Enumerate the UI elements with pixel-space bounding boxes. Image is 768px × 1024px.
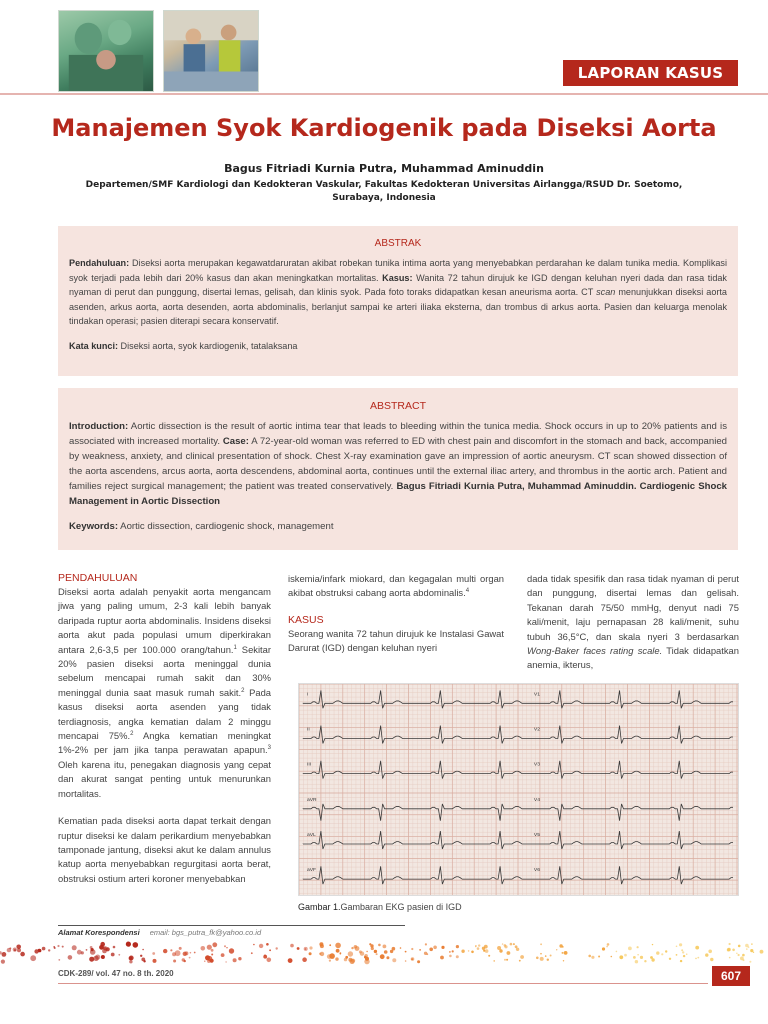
abstrak-heading: ABSTRAK [374,238,422,249]
abstrak-box [58,226,738,376]
figure-caption: Gambar 1.Gambaran EKG pasien di IGD [298,902,462,912]
ekg-lead-label: aVF [306,868,317,874]
header-photo-emergency [163,10,259,92]
ekg-lead-label: V5 [533,833,541,839]
paragraph-kasus: Seorang wanita 72 tahun dirujuk ke Instalasi Gawat Darurat (IGD) dengan keluhan nyeri [288,627,504,654]
header-divider [0,93,768,95]
ekg-lead-label: II [306,727,310,733]
ekg-lead-label: V4 [533,797,541,803]
ekg-figure [298,683,739,896]
abstract-keywords: Keywords: Aortic dissection, cardiogenic shock, management [69,521,334,532]
journal-citation: CDK-289/ vol. 47 no. 8 th. 2020 [58,969,174,978]
page-number: 607 [712,966,750,986]
paragraph-kasus-continued: dada tidak spesifik dan rasa tidak nyaman di perut dan punggung, disertai lemas dan gelisah. Tekanan darah 75/50 mmHg, denyut nadi 75 kali/menit, laju pernapasan 28 kali/menit, suhu tubuh 36,5°C, dan skala nyeri 3 berdasarkan Wong-Baker faces rating scale. Tidak didapatkan anemia, ikterus, [527,573,739,671]
correspondence: Alamat Korespondensi email: bgs_putra_fk@yahoo.co.id [58,928,262,937]
kasus-heading: KASUS [288,613,324,626]
ekg-lead-label: V2 [533,727,541,733]
abstract-text: Introduction: Aortic dissection is the result of aortic intima tear that leads to bleeding within the tunica media. Shock occurs in up to 20% patients and is associated with increased mortality. Case: A 72-year-old woman was referred to ED with chest pain and discomfort in the stomach and back, accompanied by weakness, anxiety, and clinical presentation of shock. Chest X-ray examination gave an impression of aortic aneurysm. CT scan showed dissection of the aorta ascendens, arcus aorta, aorta descendens, abdominal aorta, continues until the external iliac artery, and thrombus in the aortic arch. Patient and families reject surgical management; the patient was treated conservatively. Bagus Fitriadi Kurnia Putra, Muhammad Aminuddin. Cardiogenic Shock Management in Aortic Dissection [69,421,728,507]
paragraph-mortality: Kematian pada diseksi aorta dapat terkait dengan ruptur diseksi ke dalam perikardium menyebabkan tamponade jantung, diseksi akut ke dalam annulus katup aorta menyebabkan regurgitasi aorta berat, obstruksi ostium arteri koroner menyebabkan [58,815,271,884]
paragraph-continued: iskemia/infark miokard, dan kegagalan multi organ akibat obstruksi cabang aorta abdominalis.$^4$ [288,573,504,599]
body-column-2 [288,572,504,656]
correspondence-email: email: bgs_putra_fk@yahoo.co.id [149,928,262,937]
ekg-lead-label: V6 [533,868,541,874]
author-list: Bagus Fitriadi Kurnia Putra, Muhammad Aminuddin [224,162,544,175]
correspondence-divider [58,925,405,926]
ekg-lead-label: aVL [306,833,316,839]
affiliation: Departemen/SMF Kardiologi dan Kedokteran Vaskular, Fakultas Kedokteran Universitas Airlangga/RSUD Dr. Soetomo, Surabaya, Indonesia [85,180,683,203]
pendahuluan-heading: PENDAHULUAN [58,572,138,584]
decorative-dot-band [0,940,768,966]
paragraph-intro: Diseksi aorta adalah penyakit aorta mengancam jiwa yang paling umum, 2-3 kali lebih banyak daripada ruptur aorta abdominalis. Insidens diseksi aorta akut pada populasi umum diperkirakan antara 2,6-3,5 per 100.000 orang/tahun.$^1$ Sekitar 20% pasien diseksi aorta meninggal dunia sebelum mencapai rumah sakit dan 30% meninggal dunia saat masuk rumah sakit.$^2$ Pada kasus diseksi aorta asenden yang tidak terdiagnosis, angka kematian dalam 2 minggu mencapai 75%.$^2$ Angka kematian meningkat 1%-2% per jam jika tanpa perawatan apapun.$^3$ Oleh karena itu, penegakan diagnosis yang cepat dan akurat sangat penting untuk menurunkan mortalitas. [58,586,271,799]
abstract-heading: ABSTRACT [369,400,426,412]
section-banner: LAPORAN KASUS [563,60,738,86]
article-title: Manajemen Syok Kardiogenik pada Diseksi Aorta [51,114,717,142]
ekg-lead-label: III [306,762,312,768]
abstract-box [58,388,738,550]
ekg-lead-label: V1 [533,692,541,698]
body-column-3 [527,572,739,673]
ekg-lead-label: I [306,692,309,698]
ekg-lead-label: V3 [533,762,541,768]
body-column-1 [58,572,271,886]
abstrak-text: Pendahuluan: Diseksi aorta merupakan kegawatdaruratan akibat robekan tunika intima aorta yang menyebabkan perdarahan ke dalam tunika media. Komplikasi syok terjadi pada lebih dari 20% kasus dan akan meningkatkan mortalitas. Kasus: Wanita 72 tahun dirujuk ke IGD dengan keluhan nyeri dada dan rasa tidak nyaman di perut dan punggung, disertai lemas, gelisah, dan klinis syok. Pada foto toraks didapatkan kesan aneurisma aorta. CT scan menunjukkan diseksi aorta asenden, arkus aorta, aorta desenden, aorta abdominalis, berlanjut sampai ke arteri iliaka eksterna, dan trombus di arkus aorta. Pasien dan keluarga menolak tindakan operasi; pasien diterapi secara konservatif. [69,258,727,327]
footer-divider [58,983,708,984]
ekg-lead-label: aVR [306,797,317,803]
ekg-trace-image [299,684,738,895]
header-photo-surgery [58,10,154,92]
abstrak-keywords: Kata kunci: Diseksi aorta, syok kardiogenik, tatalaksana [69,340,298,351]
